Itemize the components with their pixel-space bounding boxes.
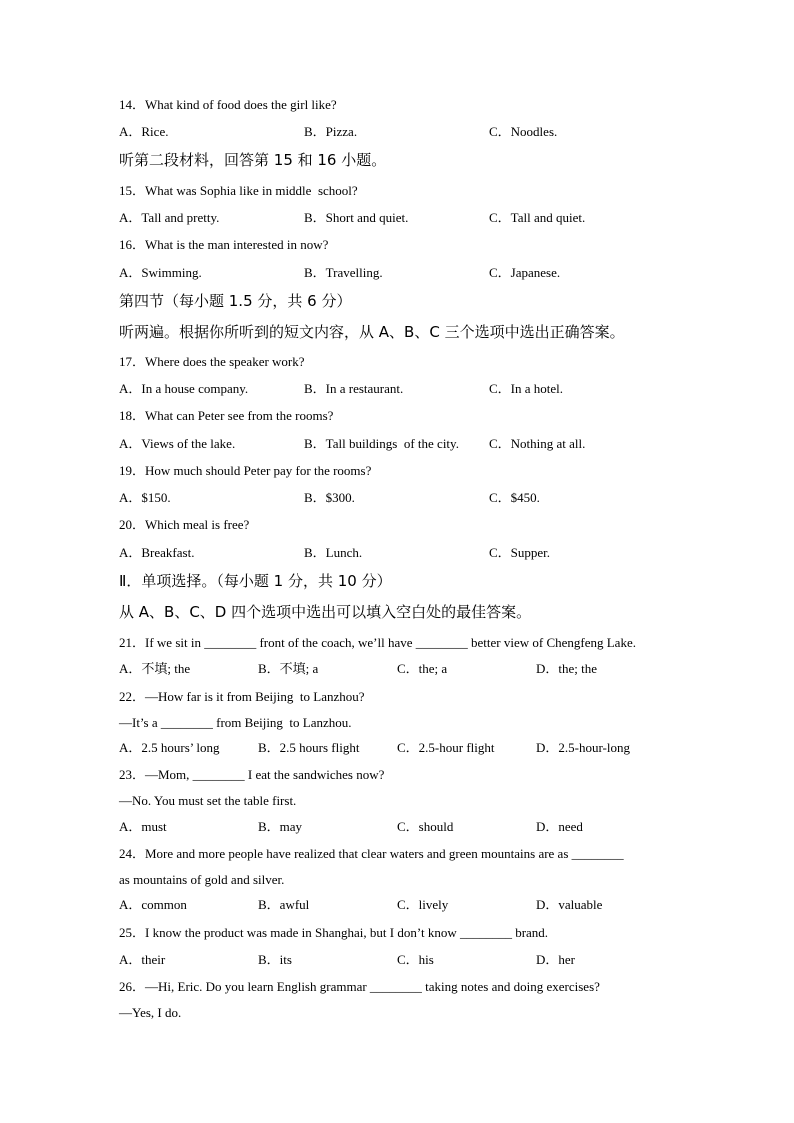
option-20-c: C．Supper.	[489, 545, 551, 560]
option-18-a: A．Views of the lake.	[119, 436, 236, 451]
question-17: 17．Where does the speaker work?	[119, 354, 305, 369]
question-21: 21．If we sit in ________ front of the coach, we’ll have ________ better view of Chengfeng Lake.	[119, 635, 636, 650]
option-15-b: B．Short and quiet.	[304, 210, 409, 225]
option-24-b: B．awful	[258, 897, 310, 912]
option-24-d: D．valuable	[536, 897, 603, 912]
option-24-a: A．common	[119, 897, 187, 912]
option-21-c: C．the; a	[397, 661, 448, 676]
option-17-a: A．In a house company.	[119, 381, 249, 396]
question-23: 23．—Mom, ________ I eat the sandwiches now?	[119, 767, 385, 782]
option-25-d: D．her	[536, 952, 575, 967]
question-24-line-2: as mountains of gold and silver.	[119, 872, 285, 887]
option-19-b: B．$300.	[304, 490, 355, 505]
question-15: 15．What was Sophia like in middle school?	[119, 183, 358, 198]
section-2-instruction: 听第二段材料，回答第 15 和 16 小题。	[119, 151, 387, 169]
question-24: 24．More and more people have realized that clear waters and green mountains are as ________	[119, 846, 624, 861]
section-ii-instruction: 从 A、B、C、D 四个选项中选出可以填入空白处的最佳答案。	[119, 603, 532, 621]
option-16-c: C．Japanese.	[489, 265, 561, 280]
option-20-a: A．Breakfast.	[119, 545, 195, 560]
option-23-d: D．need	[536, 819, 583, 834]
option-21-d: D．the; the	[536, 661, 598, 676]
option-25-c: C．his	[397, 952, 434, 967]
question-14: 14．What kind of food does the girl like?	[119, 97, 337, 112]
option-17-c: C．In a hotel.	[489, 381, 564, 396]
option-16-b: B．Travelling.	[304, 265, 383, 280]
question-19: 19．How much should Peter pay for the rooms?	[119, 463, 372, 478]
part-4-title: 第四节（每小题 1.5 分，共 6 分）	[119, 292, 352, 310]
option-19-a: A．$150.	[119, 490, 171, 505]
option-18-b: B．Tall buildings of the city.	[304, 436, 459, 451]
question-20: 20．Which meal is free?	[119, 517, 250, 532]
option-22-a: A．2.5 hours’ long	[119, 740, 220, 755]
option-15-c: C．Tall and quiet.	[489, 210, 586, 225]
option-25-b: B．its	[258, 952, 292, 967]
option-22-c: C．2.5-hour flight	[397, 740, 495, 755]
option-24-c: C．lively	[397, 897, 449, 912]
option-21-a: A．不填; the	[119, 661, 191, 676]
question-25: 25．I know the product was made in Shanghai, but I don’t know ________ brand.	[119, 925, 549, 940]
option-15-a: A．Tall and pretty.	[119, 210, 220, 225]
question-22: 22．—How far is it from Beijing to Lanzhou?	[119, 689, 365, 704]
option-23-c: C．should	[397, 819, 454, 834]
question-18: 18．What can Peter see from the rooms?	[119, 408, 334, 423]
question-26-line-2: —Yes, I do.	[119, 1005, 182, 1020]
option-23-b: B．may	[258, 819, 303, 834]
option-14-b: B．Pizza.	[304, 124, 358, 139]
option-14-c: C．Noodles.	[489, 124, 558, 139]
option-25-a: A．their	[119, 952, 166, 967]
part-4-instruction: 听两遍。根据你所听到的短文内容，从 A、B、C 三个选项中选出正确答案。	[119, 323, 625, 341]
option-19-c: C．$450.	[489, 490, 540, 505]
question-23-line-2: —No. You must set the table first.	[119, 793, 297, 808]
question-26: 26．—Hi, Eric. Do you learn English grammar ________ taking notes and doing exercises?	[119, 979, 600, 994]
option-14-a: A．Rice.	[119, 124, 169, 139]
option-20-b: B．Lunch.	[304, 545, 363, 560]
question-22-line-2: —It’s a ________ from Beijing to Lanzhou.	[119, 715, 352, 730]
option-21-b: B．不填; a	[258, 661, 319, 676]
option-22-d: D．2.5-hour-long	[536, 740, 630, 755]
question-16: 16．What is the man interested in now?	[119, 237, 329, 252]
option-17-b: B．In a restaurant.	[304, 381, 404, 396]
option-18-c: C．Nothing at all.	[489, 436, 586, 451]
option-16-a: A．Swimming.	[119, 265, 202, 280]
option-22-b: B．2.5 hours flight	[258, 740, 360, 755]
option-23-a: A．must	[119, 819, 167, 834]
section-ii-title: Ⅱ．单项选择。（每小题 1 分，共 10 分）	[119, 572, 392, 590]
